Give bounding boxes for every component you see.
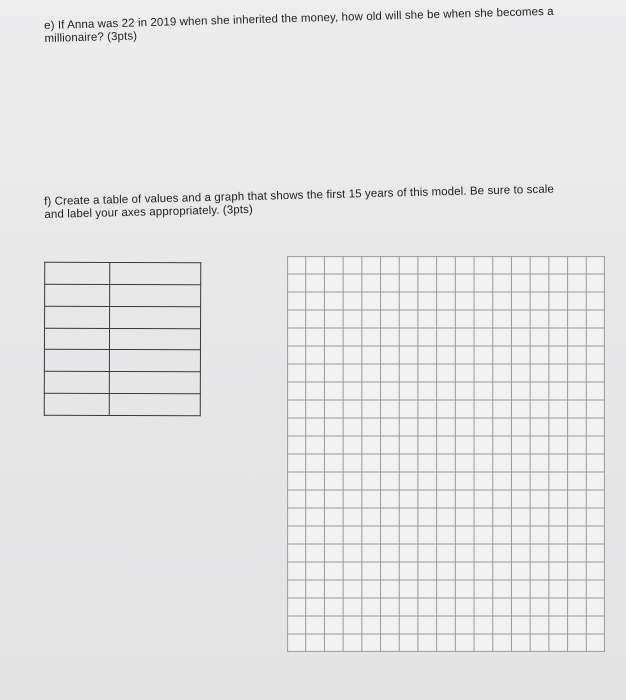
table-cell[interactable] (44, 371, 109, 393)
question-f-line1: f) Create a table of values and a graph that shows the first 15 years of this model. Be sure to scale (44, 183, 555, 208)
table-cell[interactable] (44, 350, 109, 372)
values-table (44, 262, 202, 417)
table-cell[interactable] (44, 393, 109, 415)
table-row (45, 284, 201, 306)
table-row (44, 393, 200, 415)
question-f (44, 183, 584, 222)
table-row (44, 328, 200, 350)
table-cell[interactable] (44, 328, 109, 350)
question-e-line1: e) If Anna was 22 in 2019 when she inherited the money, how old will she be when she becomes a (44, 5, 554, 32)
table-cell[interactable] (109, 350, 200, 372)
table-row (44, 350, 200, 372)
table-cell[interactable] (109, 394, 200, 416)
table-cell[interactable] (110, 262, 201, 284)
question-e (44, 5, 585, 46)
table-row (45, 306, 201, 328)
table-cell[interactable] (110, 306, 201, 328)
table-cell[interactable] (45, 306, 110, 328)
table-cell[interactable] (110, 284, 201, 306)
table-cell[interactable] (109, 328, 200, 350)
table-cell[interactable] (45, 284, 110, 306)
question-f-line2: and label your axes appropriately. (3pts) (44, 203, 254, 221)
question-e-line2: millionaire? (3pts) (44, 30, 138, 45)
graph-grid (287, 256, 605, 652)
table-row (44, 371, 200, 393)
table-cell[interactable] (109, 372, 200, 394)
table-cell[interactable] (45, 262, 110, 284)
table-row (45, 262, 201, 284)
